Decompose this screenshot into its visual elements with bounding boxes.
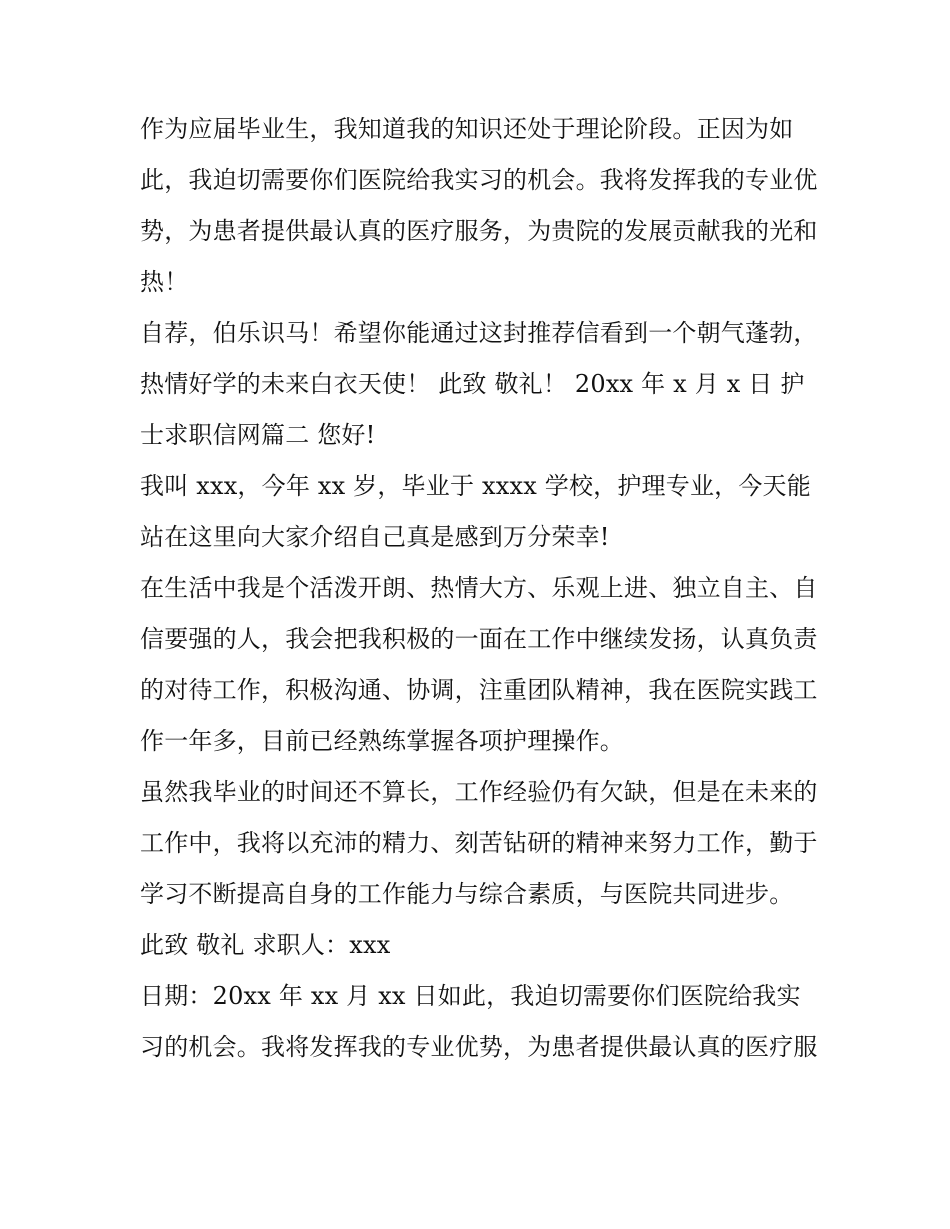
paragraph-self-recommendation-closing: 自荐，伯乐识马！希望你能通过这封推荐信看到一个朝气蓬勃，热情好学的未来白衣天使！ 此致 敬礼！ 20xx 年 x 月 x 日 护士求职信网篇二 您好! xyxy=(140,319,818,449)
paragraph-personality: 在生活中我是个活泼开朗、热情大方、乐观上进、独立自主、自信要强的人，我会把我积极的一面在工作中继续发扬，认真负责的对待工作，积极沟通、协调，注重团队精神，我在医院实践工作一年多，目前已经熟练掌握各项护理操作。 xyxy=(140,574,818,755)
paragraph-date-continuation: 日期：20xx 年 xx 月 xx 日如此，我迫切需要你们医院给我实习的机会。我将发挥我的专业优势，为患者提供最认真的医疗服 xyxy=(140,982,818,1061)
document-body xyxy=(140,104,820,1073)
paragraph-future-commitment: 虽然我毕业的时间还不算长，工作经验仍有欠缺，但是在未来的工作中，我将以充沛的精力、刻苦钻研的精神来努力工作，勤于学习不断提高自身的工作能力与综合素质，与医院共同进步。 xyxy=(140,778,818,908)
paragraph-salutation-signature: 此致 敬礼 求职人：xxx xyxy=(140,931,391,959)
paragraph-self-introduction: 我叫 xxx，今年 xx 岁，毕业于 xxxx 学校，护理专业，今天能站在这里向大家介绍自己真是感到万分荣幸! xyxy=(140,472,811,551)
paragraph-internship-request: 作为应届毕业生，我知道我的知识还处于理论阶段。正因为如此，我迫切需要你们医院给我实习的机会。我将发挥我的专业优势，为患者提供最认真的医疗服务，为贵院的发展贡献我的光和热！ xyxy=(140,115,818,296)
